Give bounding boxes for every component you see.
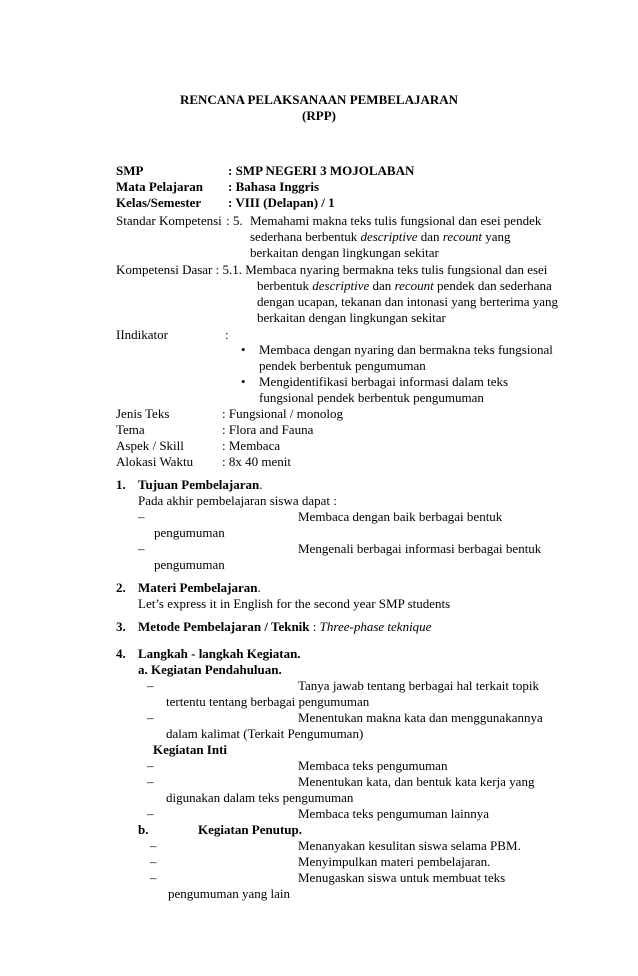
penutup-2: Menyimpulkan materi pembelajaran. [298, 854, 491, 869]
kd-line-4: berkaitan dengan lingkungan sekitar [257, 310, 446, 325]
alokasi-label: Alokasi Waktu [116, 454, 194, 469]
aspek-label: Aspek / Skill [116, 438, 184, 453]
sk-label: Standar Kompetensi [116, 213, 222, 228]
document-title: RENCANA PELAKSANAAN PEMBELAJARAN [179, 92, 459, 107]
tujuan-2-line-1: Mengenali berbagai informasi berbagai bentuk [298, 541, 542, 556]
kegiatan-penutup-letter: b. [138, 822, 149, 837]
document-subtitle: (RPP) [302, 108, 336, 123]
penutup-3-line-2: pengumuman yang lain [168, 886, 291, 901]
penutup-1: Menanyakan kesulitan siswa selama PBM. [298, 838, 521, 853]
tema-label: Tema [116, 422, 145, 437]
sk-line-3: berkaitan dengan lingkungan sekitar [250, 245, 439, 260]
pendahuluan-1-line-2: tertentu tentang berbagai pengumuman [166, 694, 370, 709]
alokasi-value: : 8x 40 menit [222, 454, 291, 469]
section-2-heading: Materi Pembelajaran. [138, 580, 261, 595]
sk-line-2: sederhana berbentuk descriptive dan recount yang [250, 229, 511, 244]
dash-icon: – [138, 509, 145, 524]
subject-label: Mata Pelajaran [116, 179, 204, 194]
section-1-number: 1. [116, 477, 126, 492]
dash-icon: – [147, 806, 154, 821]
section-1-heading: Tujuan Pembelajaran. [138, 477, 263, 492]
tujuan-2-line-2: pengumuman [154, 557, 225, 572]
kd-line-2: berbentuk descriptive dan recount pendek dan sederhana [257, 278, 552, 293]
pendahuluan-1-line-1: Tanya jawab tentang berbagai hal terkait topik [298, 678, 539, 693]
indikator-1-line-2: pendek berbentuk pengumuman [259, 358, 426, 373]
section-3-number: 3. [116, 619, 126, 634]
indikator-colon: : [225, 327, 229, 342]
tema-value: : Flora and Fauna [222, 422, 314, 437]
aspek-value: : Membaca [222, 438, 281, 453]
class-value: : VIII (Delapan) / 1 [228, 195, 335, 210]
dash-icon: – [150, 854, 157, 869]
inti-2-line-2: digunakan dalam teks pengumuman [166, 790, 354, 805]
jenis-teks-value: : Fungsional / monolog [222, 406, 343, 421]
subject-value: : Bahasa Inggris [228, 179, 320, 194]
jenis-teks-label: Jenis Teks [116, 406, 170, 421]
tujuan-1-line-1: Membaca dengan baik berbagai bentuk [298, 509, 503, 524]
dash-icon: – [147, 758, 154, 773]
section-4-heading: Langkah - langkah Kegiatan. [138, 646, 301, 661]
tujuan-1-line-2: pengumuman [154, 525, 225, 540]
pendahuluan-2-line-2: dalam kalimat (Terkait Pengumuman) [166, 726, 364, 741]
pendahuluan-2-line-1: Menentukan makna kata dan menggunakannya [298, 710, 543, 725]
bullet-icon: • [241, 374, 246, 389]
dash-icon: – [138, 541, 145, 556]
inti-2-line-1: Menentukan kata, dan bentuk kata kerja yang [298, 774, 535, 789]
sk-number: : 5. [226, 213, 243, 228]
kegiatan-inti-heading: Kegiatan Inti [153, 742, 228, 757]
school-value: : SMP NEGERI 3 MOJOLABAN [228, 163, 415, 178]
section-4-number: 4. [116, 646, 126, 661]
section-2-number: 2. [116, 580, 126, 595]
section-1-intro: Pada akhir pembelajaran siswa dapat : [138, 493, 337, 508]
inti-3: Membaca teks pengumuman lainnya [298, 806, 489, 821]
dash-icon: – [147, 678, 154, 693]
sk-line-1: Memahami makna teks tulis fungsional dan esei pendek [250, 213, 542, 228]
section-3-heading: Metode Pembelajaran / Teknik : Three-phase teknique [138, 619, 432, 634]
dash-icon: – [150, 870, 157, 885]
kegiatan-penutup-heading: Kegiatan Penutup. [198, 822, 303, 837]
indikator-1-line-1: Membaca dengan nyaring dan bermakna teks fungsional [259, 342, 553, 357]
indikator-2-line-2: fungsional pendek berbentuk pengumuman [259, 390, 484, 405]
school-label: SMP [116, 163, 144, 178]
dash-icon: – [147, 710, 154, 725]
kd-line-1: Kompetensi Dasar : 5.1. Membaca nyaring bermakna teks tulis fungsional dan esei [116, 262, 548, 277]
penutup-3-line-1: Menugaskan siswa untuk membuat teks [298, 870, 506, 885]
section-2-text: Let’s express it in English for the second year SMP students [138, 596, 451, 611]
dash-icon: – [150, 838, 157, 853]
inti-1: Membaca teks pengumuman [298, 758, 448, 773]
indikator-2-line-1: Mengidentifikasi berbagai informasi dalam teks [259, 374, 509, 389]
kd-line-3: dengan ucapan, tekanan dan intonasi yang berterima yang [257, 294, 559, 309]
indikator-label: IIndikator [116, 327, 168, 342]
dash-icon: – [147, 774, 154, 789]
bullet-icon: • [241, 342, 246, 357]
class-label: Kelas/Semester [116, 195, 202, 210]
kegiatan-pendahuluan-heading: a. Kegiatan Pendahuluan. [138, 662, 282, 677]
